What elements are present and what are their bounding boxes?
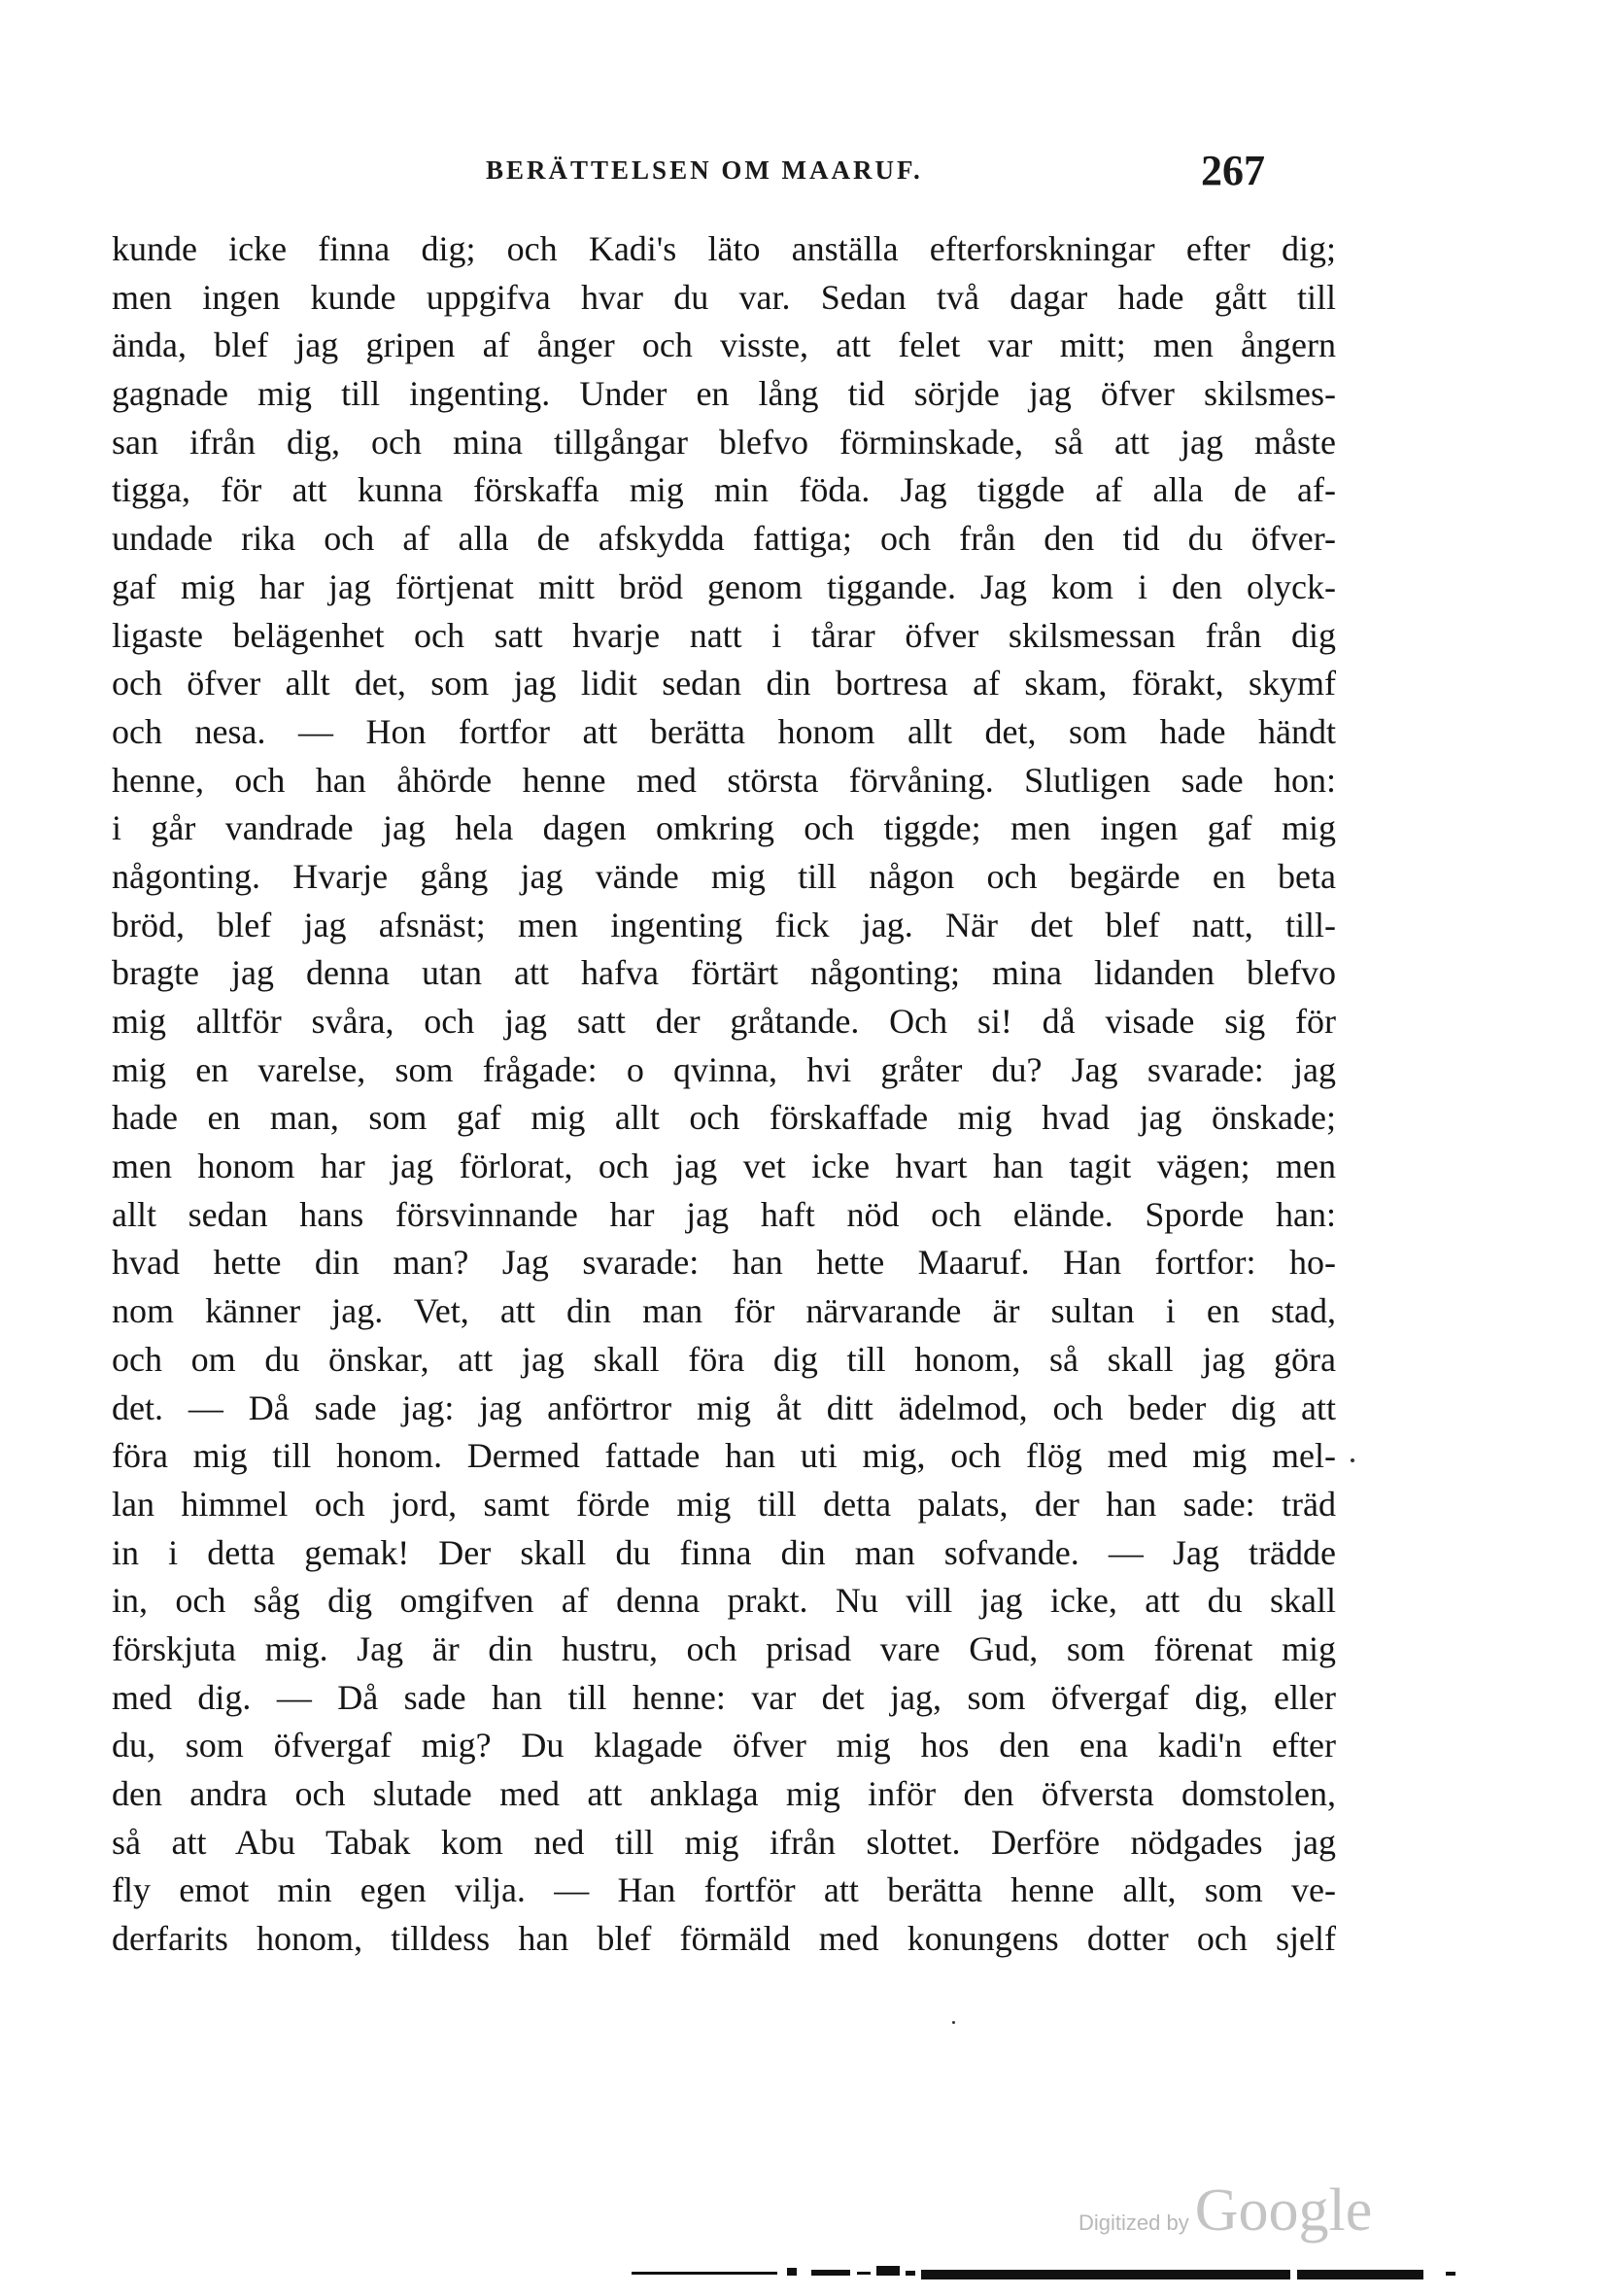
running-title: BERÄTTELSEN OM MAARUF.	[486, 155, 923, 185]
text-line: ända, blef jag gripen af ånger och visste, att felet var mitt; men ångern	[112, 326, 1336, 365]
text-line: henne, och han åhörde henne med största förvåning. Slutligen sade hon:	[112, 760, 1336, 800]
text-line: hade en man, som gaf mig allt och förskaffade mig hvad jag önskade;	[112, 1098, 1336, 1138]
text-line: gaf mig har jag förtjenat mitt bröd genom tiggande. Jag kom i den olyck-	[112, 566, 1336, 606]
text-line: hvad hette din man? Jag svarade: han hette Maaruf. Han fortfor: ho-	[112, 1243, 1336, 1283]
scan-speck	[1351, 1458, 1354, 1462]
text-line: in, och såg dig omgifven af denna prakt. Nu vill jag icke, att du skall	[112, 1581, 1336, 1621]
text-line: fly emot min egen vilja. — Han fortför att berätta henne allt, som ve-	[112, 1870, 1336, 1910]
text-line: mig en varelse, som frågade: o qvinna, hvi gråter du? Jag svarade: jag	[112, 1049, 1336, 1089]
text-line: san ifrån dig, och mina tillgångar blefvo förminskade, så att jag måste	[112, 422, 1336, 462]
watermark-prefix: Digitized by	[1078, 2210, 1189, 2235]
text-line: mig alltför svåra, och jag satt der gråtande. Och si! då visade sig för	[112, 1002, 1336, 1041]
text-line: bragte jag denna utan att hafva förtärt någonting; mina lidanden blefvo	[112, 953, 1336, 993]
text-line: förskjuta mig. Jag är din hustru, och prisad vare Gud, som förenat mig	[112, 1628, 1336, 1668]
scan-edge-artifact	[632, 2266, 1477, 2279]
text-line: allt sedan hans försvinnande har jag haft nöd och elände. Sporde han:	[112, 1194, 1336, 1234]
text-line: in i detta gemak! Der skall du finna din man sofvande. — Jag trädde	[112, 1532, 1336, 1572]
text-line: någonting. Hvarje gång jag vände mig till någon och begärde en beta	[112, 856, 1336, 896]
body-text	[112, 225, 1336, 1964]
text-line: och nesa. — Hon fortfor att berätta honom allt det, som hade händt	[112, 711, 1336, 751]
text-line: och om du önskar, att jag skall föra dig till honom, så skall jag göra	[112, 1339, 1336, 1379]
text-line: du, som öfvergaf mig? Du klagade öfver mig hos den ena kadi'n efter	[112, 1726, 1336, 1765]
text-line: gagnade mig till ingenting. Under en lång tid sörjde jag öfver skilsmes-	[112, 374, 1336, 414]
text-line: så att Abu Tabak kom ned till mig ifrån slottet. Derföre nödgades jag	[112, 1822, 1336, 1862]
text-line: i går vandrade jag hela dagen omkring och tiggde; men ingen gaf mig	[112, 808, 1336, 848]
text-line: undade rika och af alla de afskydda fattiga; och från den tid du öfver-	[112, 519, 1336, 559]
text-line: det. — Då sade jag: jag anförtror mig åt ditt ädelmod, och beder dig att	[112, 1388, 1336, 1427]
text-line: den andra och slutade med att anklaga mig inför den öfversta domstolen,	[112, 1774, 1336, 1813]
text-line: kunde icke finna dig; och Kadi's läto anställa efterforskningar efter dig;	[112, 229, 1336, 268]
text-line: nom känner jag. Vet, att din man för närvarande är sultan i en stad,	[112, 1291, 1336, 1331]
text-line: derfarits honom, tilldess han blef förmäld med konungens dotter och sjelf	[112, 1919, 1336, 1959]
text-line: lan himmel och jord, samt förde mig till detta palats, der han sade: träd	[112, 1484, 1336, 1524]
text-line: men ingen kunde uppgifva hvar du var. Sedan två dagar hade gått till	[112, 277, 1336, 317]
scan-speck	[952, 2021, 955, 2024]
text-line: föra mig till honom. Dermed fattade han uti mig, och flög med mig mel-	[112, 1436, 1336, 1476]
digitization-watermark	[1078, 2176, 1372, 2245]
page-number: 267	[1201, 147, 1265, 194]
text-line: med dig. — Då sade han till henne: var det jag, som öfvergaf dig, eller	[112, 1677, 1336, 1717]
text-line: ligaste belägenhet och satt hvarje natt i tårar öfver skilsmessan från dig	[112, 615, 1336, 655]
text-line: men honom har jag förlorat, och jag vet icke hvart han tagit vägen; men	[112, 1147, 1336, 1186]
watermark-logo: Google	[1194, 2177, 1373, 2244]
text-line: och öfver allt det, som jag lidit sedan din bortresa af skam, förakt, skymf	[112, 664, 1336, 703]
text-line: tigga, för att kunna förskaffa mig min föda. Jag tiggde af alla de af-	[112, 470, 1336, 510]
text-line: bröd, blef jag afsnäst; men ingenting fick jag. När det blef natt, till-	[112, 905, 1336, 944]
